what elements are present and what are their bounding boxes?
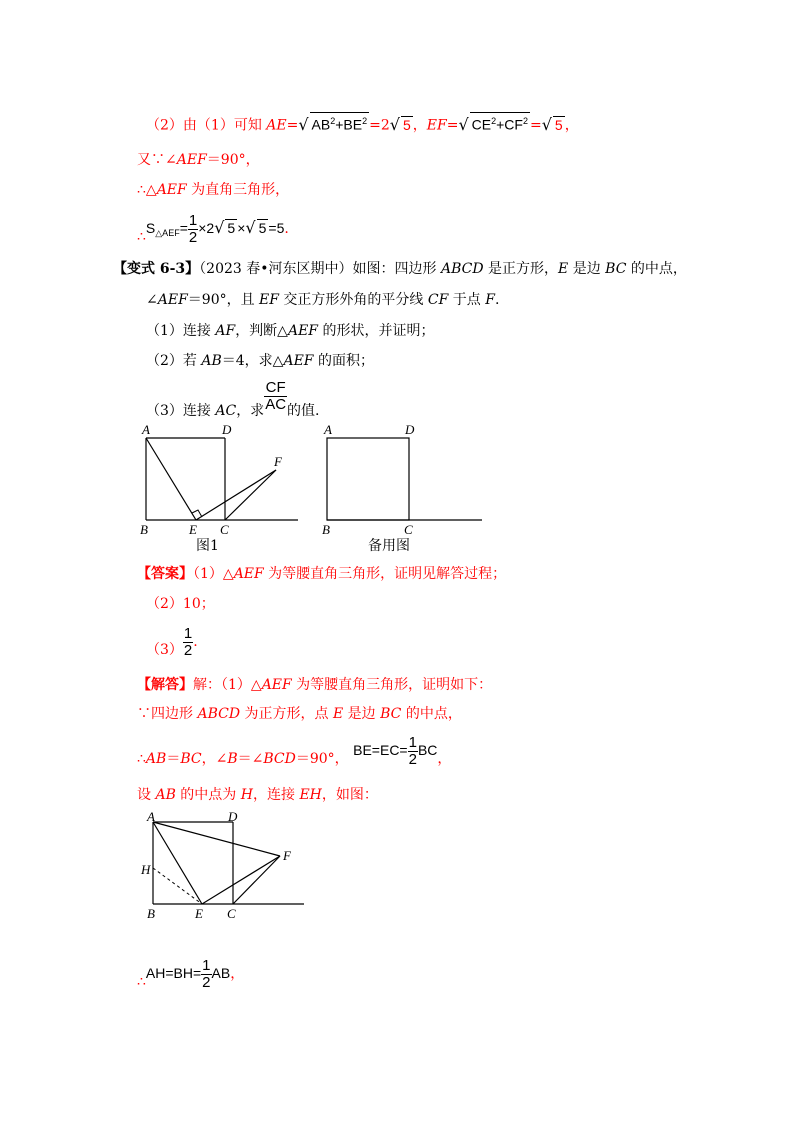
frac-half — [183, 626, 193, 659]
five: 5 — [227, 220, 236, 237]
segment-ef — [202, 856, 280, 904]
text: ，连接 — [252, 787, 300, 803]
period: . — [193, 634, 198, 650]
solution-line-3 — [137, 733, 452, 777]
text: （1）连接 — [146, 323, 216, 339]
figure-spare-caption: 备用图 — [368, 538, 410, 554]
be-ec-formula — [353, 733, 438, 768]
text: （3）连接 — [146, 403, 216, 419]
figure-1-caption: 图1 — [196, 538, 219, 554]
text: AH=BH= — [145, 965, 202, 981]
solution-line-2 — [137, 704, 462, 724]
text: ，如图： — [321, 787, 378, 803]
denominator: 2 — [188, 229, 198, 246]
segment-he-dashed — [153, 868, 202, 904]
five: 5 — [258, 220, 267, 237]
text: 的中点， — [401, 706, 462, 722]
var-e: E — [332, 706, 344, 722]
text: ∴△ — [137, 182, 157, 198]
text: 于点 — [448, 292, 486, 308]
text: 交正方形外角的平分线 — [278, 292, 428, 308]
segment-ae — [146, 438, 196, 520]
solution-line-1 — [137, 675, 492, 695]
text: ＝90°， — [206, 152, 260, 168]
var-ab: AB — [201, 353, 222, 369]
segment-ae — [153, 822, 202, 904]
eq-sign: = — [446, 117, 459, 134]
var-ae: AE — [266, 117, 287, 134]
text: ∵四边形 — [137, 706, 198, 722]
text: 的中点， — [626, 261, 687, 277]
label-d: D — [222, 422, 232, 437]
text: 的值. — [287, 403, 320, 419]
s-subscript: △AEF — [155, 228, 180, 239]
segment-ef — [196, 470, 276, 520]
text: ＝ — [166, 751, 181, 767]
var-bc: BC — [380, 706, 402, 722]
var-ef: EF — [426, 117, 447, 134]
question-1 — [146, 321, 434, 341]
label-c: C — [404, 522, 413, 537]
segment-cf — [225, 470, 276, 520]
text: 是边 — [568, 261, 606, 277]
solution-line-5 — [137, 955, 244, 992]
problem-source: （2023 春•河东区期中） — [199, 261, 353, 277]
therefore-symbol: ∴ — [137, 751, 146, 767]
text: ，判断△ — [235, 323, 288, 339]
var-ab: AB — [145, 751, 167, 767]
problem-line-2 — [146, 290, 499, 310]
answer-line-1 — [137, 564, 506, 584]
text: ＝90°， — [295, 751, 349, 767]
label-d: D — [405, 422, 415, 437]
label-e: E — [195, 906, 203, 921]
sqrt-ce-cf: √ $CE^2+CF^2$ — [458, 117, 530, 133]
line-right-triangle — [137, 180, 289, 200]
var-aef: AEF — [283, 353, 314, 369]
sup-2: 2 — [522, 116, 528, 126]
var-e: E — [558, 261, 569, 277]
label-e: E — [189, 522, 197, 537]
var-eh: EH — [299, 787, 322, 803]
numerator: 1 — [408, 733, 417, 751]
text: AB — [211, 965, 231, 981]
text: （1）△ — [193, 566, 234, 582]
var-bc: BC — [605, 261, 627, 277]
text: 又∵∠ — [137, 152, 177, 168]
square-abcd — [327, 438, 409, 520]
text: 是正方形， — [483, 261, 559, 277]
text: （2）10； — [146, 596, 215, 612]
text: . — [494, 292, 500, 308]
label-f: F — [274, 454, 282, 469]
sqrt-five: √ 5 — [389, 114, 411, 134]
question-2 — [146, 351, 374, 371]
text: 设 — [137, 787, 156, 803]
text: ，求 — [236, 403, 265, 419]
text: ∠ — [146, 292, 158, 308]
frac-half — [408, 735, 418, 768]
var-aef: AEF — [261, 677, 292, 693]
comma: ， — [437, 751, 452, 767]
times: × — [237, 220, 246, 237]
five: 5 — [402, 116, 411, 133]
comma: ， — [230, 966, 245, 982]
answer-line-3 — [146, 624, 198, 660]
var-cf: CF — [427, 292, 449, 308]
text: ，∠ — [201, 751, 228, 767]
solution-label: 【解答】 — [137, 677, 193, 693]
result: =5 — [268, 220, 285, 237]
var-bc: BC — [180, 751, 202, 767]
denominator: 2 — [183, 641, 193, 659]
sqrt-term-be: +BE — [335, 116, 363, 133]
var-af: AF — [215, 323, 236, 339]
text: ＝4，求△ — [221, 353, 284, 369]
frac-half — [188, 213, 198, 246]
frac-cf-ac — [264, 380, 287, 413]
text: （2）若 — [146, 353, 202, 369]
times-two: ×2 — [198, 220, 215, 237]
sup-2: 2 — [330, 116, 336, 126]
var-aef: AEF — [287, 323, 319, 339]
label-h: H — [141, 862, 151, 877]
therefore-symbol: ∴ — [137, 974, 146, 990]
period: . — [284, 221, 289, 238]
text: 为等腰直角三角形，证明如下： — [291, 677, 493, 693]
label-b: B — [140, 522, 148, 537]
text: 为直角三角形， — [186, 182, 290, 198]
figure-spare — [318, 420, 498, 540]
ah-bh-formula — [145, 956, 231, 991]
eq-sign: = — [529, 117, 542, 134]
numerator: 1 — [202, 956, 211, 974]
sqrt-ab-be: √ $AB^2+BE^2$ — [298, 117, 369, 133]
comma: ， — [412, 117, 427, 134]
text: ＝∠ — [237, 751, 264, 767]
answer-label: 【答案】 — [137, 566, 193, 582]
denominator: 2 — [202, 973, 211, 991]
comma: ， — [564, 117, 579, 134]
text: BC — [417, 742, 438, 758]
var-aef: AEF — [233, 566, 264, 582]
label-c: C — [220, 522, 229, 537]
line-area — [137, 213, 289, 246]
frac-half — [201, 958, 211, 991]
line-you — [137, 150, 260, 170]
problem-label: 【变式 6-3】 — [113, 261, 200, 277]
var-abcd: ABCD — [197, 706, 241, 722]
solution-line-4 — [137, 785, 378, 805]
therefore-symbol: ∴ — [137, 229, 146, 246]
sqrt-term-ab: AB — [311, 116, 331, 133]
denominator: AC — [265, 396, 287, 413]
text: 为正方形，点 — [240, 706, 333, 722]
text: （3） — [146, 642, 183, 658]
var-bcd: BCD — [263, 751, 296, 767]
sqrt-term-ce: CE — [471, 116, 492, 133]
text: 的面积； — [313, 353, 374, 369]
text: 的中点为 — [175, 787, 241, 803]
text: 是边 — [343, 706, 381, 722]
label-b: B — [322, 522, 330, 537]
figure-1 — [130, 420, 310, 540]
sqrt-five-2: √ 5 — [541, 114, 563, 134]
part2-line — [146, 112, 579, 136]
var-f: F — [485, 292, 495, 308]
var-b: B — [227, 751, 238, 767]
text: 如图：四边形 — [352, 261, 441, 277]
sup-2: 2 — [491, 116, 497, 126]
part2-prefix: （2）由（1）可知 — [146, 117, 267, 134]
text: 为等腰直角三角形，证明见解答过程； — [263, 566, 507, 582]
eq-sign: = — [179, 220, 188, 237]
problem-line-1 — [113, 259, 687, 279]
var-aef: AEF — [176, 152, 207, 168]
text: ＝90°，且 — [187, 292, 260, 308]
sup-2: 2 — [362, 116, 368, 126]
var-h: H — [240, 787, 253, 803]
label-f: F — [283, 848, 291, 863]
text: 的形状，并证明； — [318, 323, 435, 339]
sqrt-term-cf: +CF — [496, 116, 523, 133]
label-a: A — [147, 810, 155, 824]
numerator: 1 — [183, 624, 193, 642]
answer-line-2 — [146, 594, 215, 614]
var-ab: AB — [155, 787, 176, 803]
five: 5 — [554, 116, 563, 133]
text: 解：（1）△ — [193, 677, 262, 693]
label-a: A — [142, 422, 150, 437]
label-b: B — [147, 906, 155, 921]
var-ac: AC — [215, 403, 237, 419]
s-symbol: S — [145, 220, 156, 237]
var-aef: AEF — [157, 292, 188, 308]
var-aef: AEF — [156, 182, 187, 198]
eq-two: =2 — [369, 117, 390, 134]
text: BE=EC= — [353, 742, 408, 758]
figure-solution — [133, 810, 313, 925]
numerator: 1 — [188, 212, 198, 229]
var-abcd: ABCD — [440, 261, 484, 277]
denominator: 2 — [408, 750, 417, 768]
area-formula: $S_{\triangle AEF}=$ $\frac{1}{2}$ ×2√ 5 ×√ 5 =5 — [145, 212, 285, 246]
numerator: CF — [265, 379, 286, 396]
var-ef: EF — [259, 292, 279, 308]
label-a: A — [324, 422, 332, 437]
eq-sign: = — [286, 117, 299, 134]
label-d: D — [228, 810, 238, 824]
segment-af — [153, 822, 280, 856]
label-c: C — [227, 906, 236, 921]
